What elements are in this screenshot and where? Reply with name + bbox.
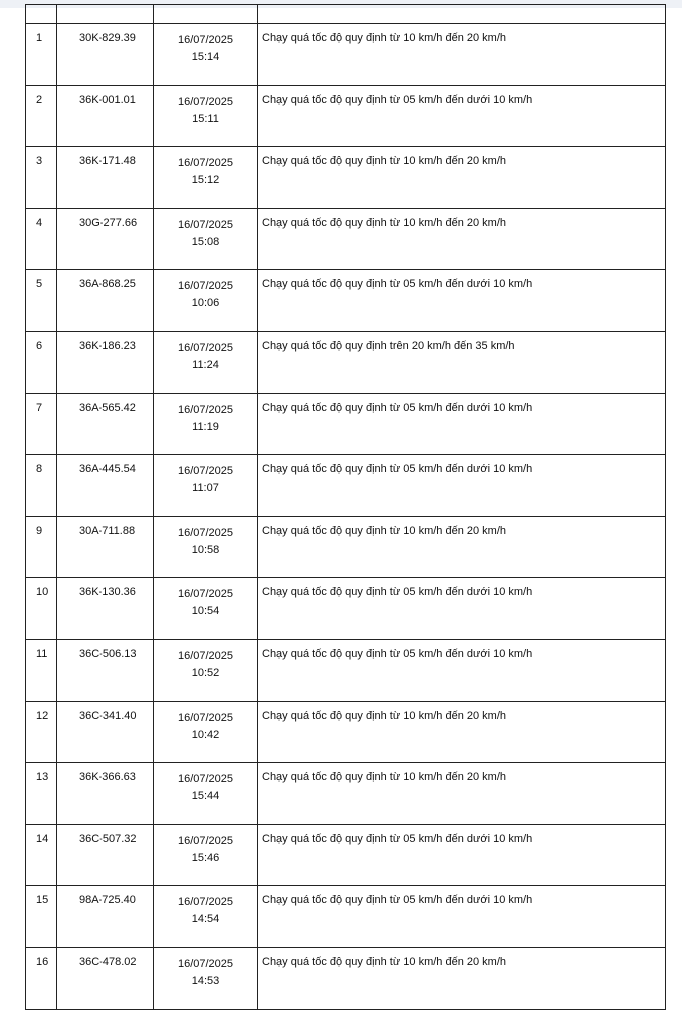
violation-datetime — [154, 208, 258, 270]
violation-datetime — [154, 270, 258, 332]
violation-description: Chạy quá tốc độ quy định từ 05 km/h đến dưới 10 km/h — [258, 578, 666, 640]
violation-description: Chạy quá tốc độ quy định từ 05 km/h đến dưới 10 km/h — [258, 886, 666, 948]
license-plate: 98A-725.40 — [57, 886, 154, 948]
license-plate: 30K-829.39 — [57, 24, 154, 86]
violation-date: 16/07/2025 — [177, 773, 234, 786]
violation-description: Chạy quá tốc độ quy định từ 05 km/h đến dưới 10 km/h — [258, 455, 666, 517]
table-row — [26, 85, 666, 147]
violation-date: 16/07/2025 — [177, 526, 234, 539]
table-row — [26, 24, 666, 86]
violation-description: Chạy quá tốc độ quy định từ 05 km/h đến dưới 10 km/h — [258, 270, 666, 332]
violation-datetime — [154, 393, 258, 455]
violation-description: Chạy quá tốc độ quy định từ 05 km/h đến dưới 10 km/h — [258, 393, 666, 455]
violation-date: 16/07/2025 — [177, 649, 234, 662]
violation-time: 14:53 — [191, 974, 220, 987]
violation-description: Chạy quá tốc độ quy định từ 05 km/h đến dưới 10 km/h — [258, 824, 666, 886]
violation-datetime — [154, 24, 258, 86]
violations-table-body — [26, 5, 666, 1010]
violation-date: 16/07/2025 — [177, 95, 234, 108]
table-row — [26, 639, 666, 701]
violation-time: 15:44 — [191, 790, 220, 803]
violation-date: 16/07/2025 — [177, 588, 234, 601]
license-plate: 30A-711.88 — [57, 516, 154, 578]
violation-time: 11:24 — [192, 358, 219, 371]
violation-date: 16/07/2025 — [177, 403, 234, 416]
table-row — [26, 147, 666, 209]
violation-description: Chạy quá tốc độ quy định từ 10 km/h đến 20 km/h — [258, 701, 666, 763]
row-number: 1 — [26, 24, 57, 86]
row-number: 7 — [26, 393, 57, 455]
violation-date: 16/07/2025 — [177, 218, 234, 231]
violation-datetime — [154, 824, 258, 886]
row-number: 5 — [26, 270, 57, 332]
license-plate: 36K-001.01 — [57, 85, 154, 147]
license-plate: 36C-507.32 — [57, 824, 154, 886]
table-row — [26, 947, 666, 1009]
row-number: 12 — [26, 701, 57, 763]
violation-datetime — [154, 701, 258, 763]
table-row — [26, 824, 666, 886]
license-plate: 36C-506.13 — [57, 639, 154, 701]
violation-time: 15:08 — [191, 235, 220, 248]
violation-datetime — [154, 639, 258, 701]
table-cell — [154, 5, 258, 24]
license-plate: 36K-130.36 — [57, 578, 154, 640]
violation-datetime — [154, 886, 258, 948]
violation-datetime — [154, 947, 258, 1009]
violation-time: 10:52 — [191, 666, 220, 679]
table-row — [26, 270, 666, 332]
table-row — [26, 455, 666, 517]
violation-datetime — [154, 516, 258, 578]
table-row — [26, 393, 666, 455]
license-plate: 36K-366.63 — [57, 763, 154, 825]
table-row — [26, 516, 666, 578]
violation-date: 16/07/2025 — [177, 465, 234, 478]
row-number: 8 — [26, 455, 57, 517]
violation-description: Chạy quá tốc độ quy định từ 10 km/h đến 20 km/h — [258, 147, 666, 209]
violation-time: 10:42 — [191, 728, 220, 741]
row-number: 11 — [26, 639, 57, 701]
violation-time: 10:54 — [191, 605, 220, 618]
table-row — [26, 701, 666, 763]
violation-time: 10:06 — [191, 297, 220, 310]
license-plate: 36A-565.42 — [57, 393, 154, 455]
row-number: 3 — [26, 147, 57, 209]
violation-datetime — [154, 331, 258, 393]
violation-date: 16/07/2025 — [177, 280, 234, 293]
table-cell — [57, 5, 154, 24]
violation-description: Chạy quá tốc độ quy định từ 10 km/h đến 20 km/h — [258, 24, 666, 86]
violation-date: 16/07/2025 — [177, 957, 234, 970]
row-number: 14 — [26, 824, 57, 886]
violation-time: 11:07 — [192, 482, 219, 495]
violation-description: Chạy quá tốc độ quy định trên 20 km/h đến 35 km/h — [258, 331, 666, 393]
row-number: 2 — [26, 85, 57, 147]
table-cell — [26, 5, 57, 24]
violation-time: 11:19 — [192, 420, 219, 433]
violation-time: 15:12 — [191, 174, 220, 187]
table-row — [26, 578, 666, 640]
license-plate: 36A-445.54 — [57, 455, 154, 517]
license-plate: 36C-478.02 — [57, 947, 154, 1009]
violation-date: 16/07/2025 — [177, 34, 234, 46]
row-number: 13 — [26, 763, 57, 825]
violation-datetime — [154, 763, 258, 825]
violation-date: 16/07/2025 — [177, 341, 234, 354]
row-number: 6 — [26, 331, 57, 393]
violation-description: Chạy quá tốc độ quy định từ 05 km/h đến dưới 10 km/h — [258, 639, 666, 701]
violations-table — [25, 4, 666, 1010]
violation-time: 15:14 — [191, 51, 220, 63]
license-plate: 30G-277.66 — [57, 208, 154, 270]
row-number: 10 — [26, 578, 57, 640]
license-plate: 36K-171.48 — [57, 147, 154, 209]
table-row-previous-page-stub — [26, 5, 666, 24]
table-row — [26, 763, 666, 825]
row-number: 9 — [26, 516, 57, 578]
violation-date: 16/07/2025 — [177, 896, 234, 909]
license-plate: 36K-186.23 — [57, 331, 154, 393]
license-plate: 36A-868.25 — [57, 270, 154, 332]
violation-date: 16/07/2025 — [177, 711, 234, 724]
row-number: 15 — [26, 886, 57, 948]
violation-description: Chạy quá tốc độ quy định từ 10 km/h đến 20 km/h — [258, 947, 666, 1009]
violation-date: 16/07/2025 — [177, 157, 234, 170]
violation-description: Chạy quá tốc độ quy định từ 10 km/h đến 20 km/h — [258, 763, 666, 825]
violation-datetime — [154, 455, 258, 517]
violation-time: 15:11 — [192, 112, 219, 125]
violation-date: 16/07/2025 — [177, 834, 234, 847]
violation-time: 15:46 — [191, 851, 220, 864]
violation-time: 10:58 — [191, 543, 220, 556]
violation-description: Chạy quá tốc độ quy định từ 05 km/h đến dưới 10 km/h — [258, 85, 666, 147]
violation-datetime — [154, 578, 258, 640]
violation-description: Chạy quá tốc độ quy định từ 10 km/h đến 20 km/h — [258, 516, 666, 578]
violation-time: 14:54 — [191, 913, 220, 926]
table-row — [26, 331, 666, 393]
table-cell — [258, 5, 666, 24]
row-number: 16 — [26, 947, 57, 1009]
violation-datetime — [154, 147, 258, 209]
row-number: 4 — [26, 208, 57, 270]
table-row — [26, 886, 666, 948]
violation-datetime — [154, 85, 258, 147]
table-row — [26, 208, 666, 270]
license-plate: 36C-341.40 — [57, 701, 154, 763]
violation-description: Chạy quá tốc độ quy định từ 10 km/h đến 20 km/h — [258, 208, 666, 270]
